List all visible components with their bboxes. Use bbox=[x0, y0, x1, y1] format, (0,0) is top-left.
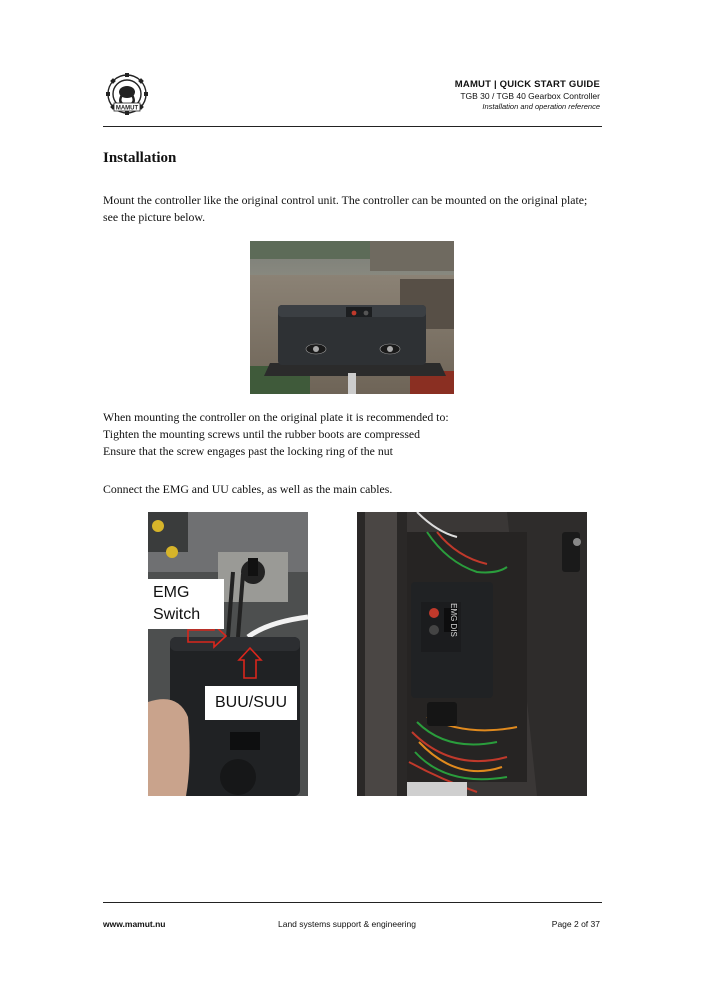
recommendation-intro: When mounting the controller on the original plate it is recommended to: bbox=[103, 410, 449, 424]
recommendation-item: Tighten the mounting screws until the rubber boots are compressed bbox=[103, 427, 421, 441]
intro-paragraph: Mount the controller like the original control unit. The controller can be mounted on the original plate; see the picture below. bbox=[103, 193, 588, 224]
section-title: Installation bbox=[103, 150, 177, 166]
emg-callout-line: EMG bbox=[153, 584, 190, 601]
emg-switch-callout bbox=[148, 579, 224, 629]
switch-callout-line: Switch bbox=[153, 606, 201, 623]
recommendation-item: Ensure that the screw engages past the locking ring of the nut bbox=[103, 444, 393, 458]
logo-wordmark: MAMUT bbox=[115, 105, 139, 112]
mounting-recommendations bbox=[103, 409, 603, 460]
header-divider bbox=[103, 126, 602, 127]
header-title: MAMUT | QUICK START GUIDE bbox=[454, 79, 600, 90]
emg-buu-cable-photo bbox=[148, 512, 308, 796]
footer-website-link[interactable]: www.mamut.nu bbox=[103, 919, 166, 929]
page-number: Page 2 of 37 bbox=[551, 919, 600, 929]
footer-tagline: Land systems support & engineering bbox=[278, 919, 416, 929]
mamut-logo-icon bbox=[101, 72, 153, 116]
cable-connection-paragraph: Connect the EMG and UU cables, as well as the main cables. bbox=[103, 482, 393, 496]
device-panel-label: EMG DIS bbox=[449, 603, 458, 637]
header-subtitle: TGB 30 / TGB 40 Gearbox Controller bbox=[460, 91, 600, 101]
footer-divider bbox=[103, 902, 602, 903]
document-header bbox=[455, 79, 600, 111]
header-note: Installation and operation reference bbox=[482, 102, 600, 111]
controller-enclosure-photo bbox=[357, 512, 587, 796]
controller-mounted-photo bbox=[250, 241, 454, 394]
buu-suu-callout: BUU/SUU bbox=[205, 686, 297, 720]
